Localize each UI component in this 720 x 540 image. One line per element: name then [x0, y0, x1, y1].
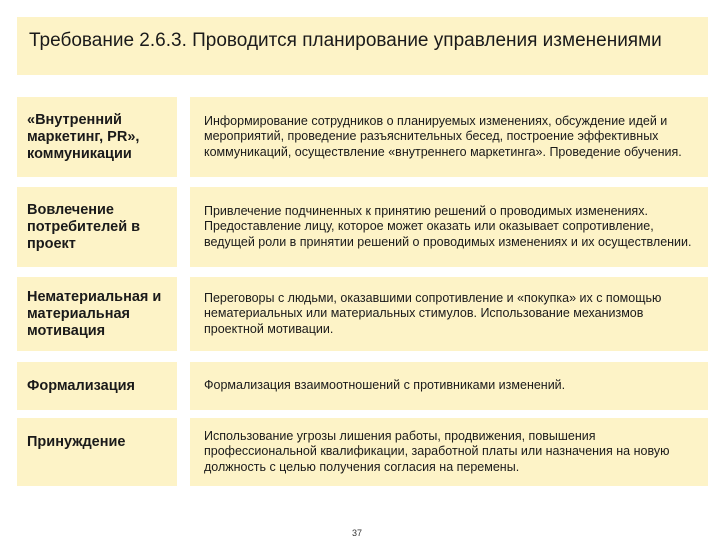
row-description-text: Использование угрозы лишения работы, продвижения, повышения профессиональной квалификации, заработной платы или назначения на новую должность с целью получения согласия на перемены. [204, 428, 670, 474]
row-label-consumer-involvement [17, 187, 177, 267]
row-label-coercion [17, 418, 177, 486]
row-description-internal-marketing [190, 97, 708, 177]
row-label-formalization [17, 362, 177, 410]
row-label-text: Нематериальная и материальная мотивация [27, 288, 162, 339]
row-label-text: Вовлечение потребителей в проект [27, 201, 141, 252]
row-label-text: Принуждение [27, 434, 126, 450]
row-description-text: Формализация взаимоотношений с противниками изменений. [204, 378, 566, 393]
page-number: 37 [352, 528, 363, 538]
slide-title: Требование 2.6.3. Проводится планирование управления изменениями [17, 17, 708, 75]
row-label-internal-marketing [17, 97, 177, 177]
row-description-text: Информирование сотрудников о планируемых изменениях, обсуждение идей и мероприятий, проведение разъяснительных бесед, построение эффективных коммуникаций, осуществление «внутреннего маркетинга». Проведение обучения. [204, 113, 682, 159]
row-label-text: «Внутренний маркетинг, PR», коммуникации [27, 111, 140, 162]
row-description-consumer-involvement [190, 187, 708, 267]
row-description-text: Привлечение подчиненных к принятию решений о проводимых изменениях. Предоставление лицу, которое может оказать или оказывает сопротивление, ведущей роли в принятии решений о проводимых изменениях и их осуществлении. [204, 203, 692, 249]
row-description-motivation [190, 277, 708, 351]
row-description-text: Переговоры с людьми, оказавшими сопротивление и «покупка» их с помощью нематериальных или материальных стимулов. Использование механизмов проектной мотивации. [204, 290, 662, 336]
row-description-formalization [190, 362, 708, 410]
row-description-coercion [190, 418, 708, 486]
row-label-text: Формализация [27, 377, 135, 394]
row-label-motivation [17, 277, 177, 351]
